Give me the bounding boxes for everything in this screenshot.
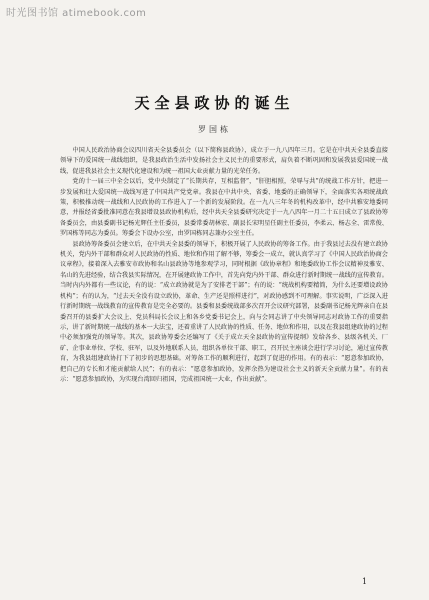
article-author: 罗国栋 — [198, 125, 231, 134]
paragraph: 党的十一届三中全会以后，党中央制定了“长期共存，互相监督”，“肝胆相照，荣辱与共”的统战工作方针，把进一步发展和壮大爱国统一战线写进了中国共产党党章。我县在中共中央、省委、地委的正确领导下，全面落实各项统战政策，积极推动统一战线和人民政协的工作进入了一个新的发展阶段。在一九八三年冬的机构改革中，经中共雅安地委同意，并报经省委批准同意在我县增设县政协机构后，经中共天全县委研究决定于一九八四年一月二十五日成立了县政协筹备委员会，由县委副书记杨光辉任主任委员，县委常委胡林宏、副县长宋明星任副主任委员，李柔云、杨志全、雷常俊、罗国栋等同志为委员。筹委会下设办公室，由罗国栋同志兼办公室主任。 — [60, 178, 388, 238]
page-number: 1 — [362, 577, 368, 586]
paragraph: 县政协筹备委员会建立后，在中共天全县委的领导下，积极开展了人民政协的筹备工作。由于我县过去没有建立政协机关，党内外干部和群众对人民政协的性质、地位和作用了解不够，筹委会一成立，就认真学习了《中国人民政治协商会议章程》，接着深入去雅安市政协和名山县政协等地参观学习，同时根据《政协章程》和地委政协工作会议精神及雅安、名山的先进经验，结合我县实际情况，在开展建政协工作中，首先向党内外干部、群众进行新时期统一战线的宣传教育。当时内内外都有一些议论，有的说：“成立政协就是为了安排老干部”；有的说：“统战机构要精简，为什么还要增设政协机构”；有的认为，“过去天全没有设立政协，革命、生产还是照样进行”，对政协感到不可理解。事实说明，广泛深入进行新时期统一战线教育的宣传教育是完全必要的。县委和县委统战部多次召开会议研究部署，县委副书记杨光辉亲自在县委召开的县委扩大会议上、党员科局长会议上和各乡党委书记会上，向与会同志讲了中央领导同志对政协工作的重要指示，讲了新时期统一战线的基本一大法宝，还着重讲了人民政协的性质、任务、地位和作用，以及在我县组建政协的过程中必须加强党的领导等。其次，县政协筹委会还编写了《关于成立天全县政协的宣传提纲》发给各乡、县级各机关、厂矿、企事业单位、学校、驻军，以及外地联系人员，组织各单位干部、职工，召开民主座谈会进行学习讨论，通过宣传教育，为我县组建政协打下了初步的思想基础。对筹备工作的顺利进行，起到了促进的作用。有的表示：“愿意参加政协，把自己的专长和才能贡献给人民”；有的表示：“愿意参加政协，发挥余热为建设社会主义的新天全贡献力量”。有的表示：“愿意参加政协，为实现台湾回归祖国，完成祖国统一大业，作出贡献”。 — [60, 240, 388, 383]
site-watermark: 时光图书馆 atimebook.com — [6, 8, 147, 19]
article-body — [60, 146, 388, 571]
paragraph: 中国人民政治协商会议四川省天全县委员会（以下简称县政协），成立于一九八四年三月。它是在中共天全县委直接领导下的爱国统一战线组织，是我县政治生活中发扬社会主义民主的重要形式，肩负着不断巩固和发展我县爱国统一战线，促进我县社会主义现代化建设和为统一祖国大业贡献力量的光荣任务。 — [60, 147, 388, 175]
article-title: 天全县政协的诞生 — [134, 94, 295, 112]
